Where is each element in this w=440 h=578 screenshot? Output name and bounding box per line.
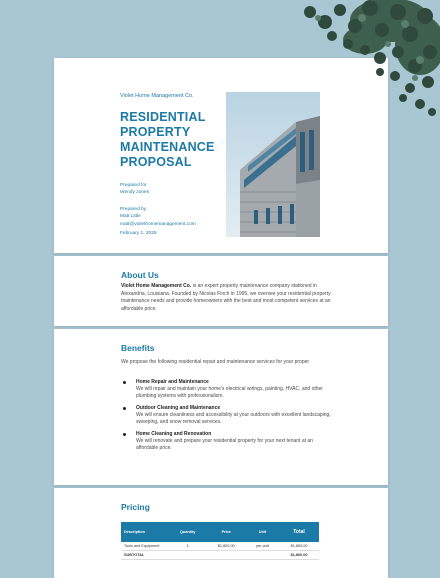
cell-quantity: 1 xyxy=(169,542,206,551)
about-body: is an expert property maintenance company stationed in Alexandria, Louisiana. Founded by Nicolas Finch in 1995, we oversee your residential property maintenance needs and provide homeowners with the best and most competent services at an affordable price. xyxy=(121,283,331,312)
benefit-heading: Outdoor Cleaning and Maintenance xyxy=(136,405,221,411)
about-text xyxy=(121,283,333,313)
cell-price: $1,800.00 xyxy=(206,542,246,551)
subtotal-label: SUBTOTAL xyxy=(121,551,169,560)
pricing-title: Pricing xyxy=(121,502,150,512)
benefit-heading: Home Repair and Maintenance xyxy=(136,379,209,385)
plant-decoration-image xyxy=(270,0,440,130)
prepared-by-email: matt@violethomemanagement.com xyxy=(120,222,196,227)
proposal-date: February 1, 2025 xyxy=(120,231,157,236)
benefits-title: Benefits xyxy=(121,343,155,353)
benefits-intro: We propose the following residential repair and maintenance services for your proper xyxy=(121,359,310,365)
prepared-for-label: Prepared for xyxy=(120,183,147,188)
col-price: Price xyxy=(206,522,246,542)
pricing-table xyxy=(121,522,319,560)
prepared-for-name: Wendy Jones xyxy=(120,190,149,195)
benefit-item xyxy=(121,405,336,426)
benefit-item xyxy=(121,379,336,400)
prepared-by-name: Matt Little xyxy=(120,214,141,219)
table-row xyxy=(121,542,319,551)
about-title: About Us xyxy=(121,270,159,280)
col-description: Description xyxy=(121,522,169,542)
benefit-text: We will ensure cleanliness and accessibility at your outdoors with excellent landscaping, sweeping, and snow removal services. xyxy=(136,412,331,425)
pricing-header-row xyxy=(121,522,319,542)
about-company-bold: Violet Home Management Co. xyxy=(121,283,192,289)
prepared-by-label: Prepared by xyxy=(120,207,147,212)
subtotal-row xyxy=(121,551,319,560)
subtotal-value: $1,800.00 xyxy=(279,551,319,560)
cell-description: Tools and Equipment xyxy=(121,542,169,551)
col-total: Total xyxy=(279,522,319,542)
proposal-title: RESIDENTIAL PROPERTY MAINTENANCE PROPOSAL xyxy=(120,110,215,169)
cell-total: $1,800.00 xyxy=(279,542,319,551)
benefit-heading: Home Cleaning and Renovation xyxy=(136,431,212,437)
benefit-text: We will renovate and prepare your residential property for your next tenant at an affordable price. xyxy=(136,438,313,451)
benefit-item xyxy=(121,431,336,452)
cell-unit: per-unit xyxy=(246,542,279,551)
pricing-section xyxy=(54,488,388,578)
benefits-list xyxy=(121,379,336,457)
col-quantity: Quantity xyxy=(169,522,206,542)
about-section xyxy=(54,256,388,326)
company-name: Violet Home Management Co. xyxy=(120,93,194,99)
benefit-text: We will repair and maintain your home's electrical wirings, painting, HVAC, and other plumbing systems with professionalism. xyxy=(136,386,323,399)
benefits-section xyxy=(54,329,388,485)
col-unit: Unit xyxy=(246,522,279,542)
